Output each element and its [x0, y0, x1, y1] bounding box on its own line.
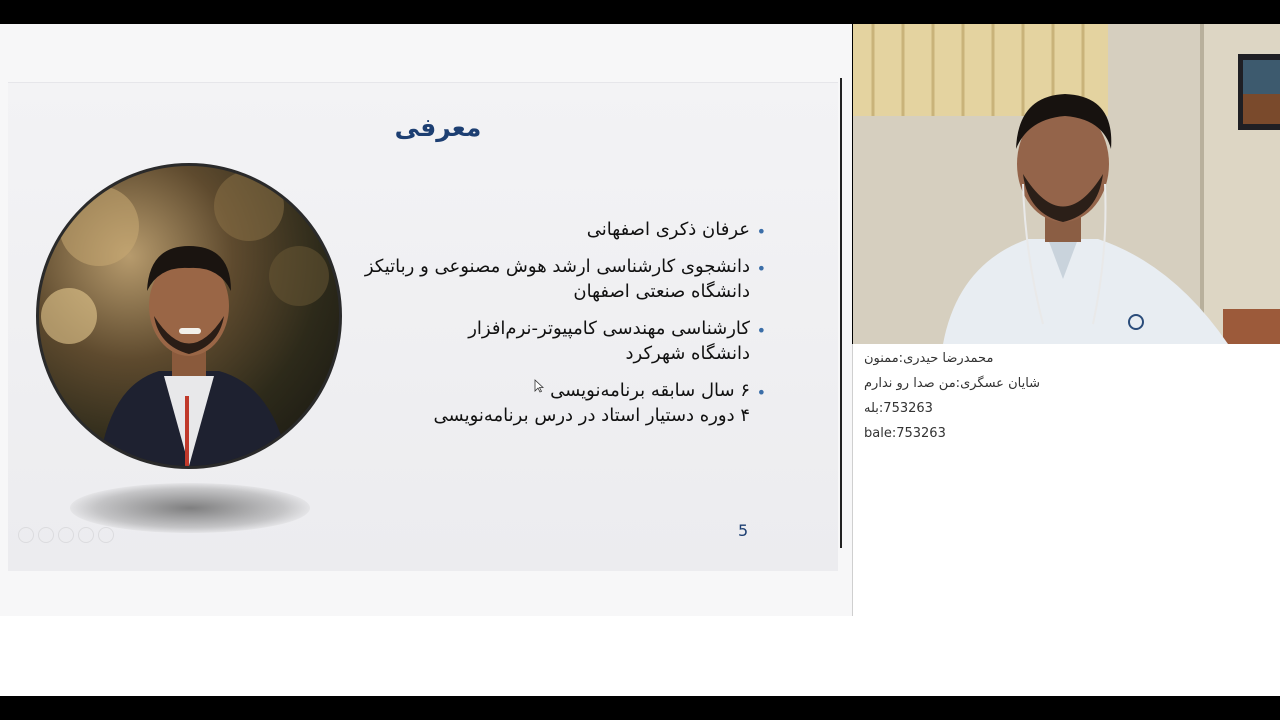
slide-edge-divider: [840, 78, 842, 548]
bullet-item: [294, 217, 766, 242]
chat-text: bale: [864, 426, 892, 441]
lower-blank-area: [0, 616, 1280, 696]
chat-text: بله: [864, 401, 879, 416]
bottom-letterbox-bar: [0, 696, 1280, 720]
webcam-video-feed: [853, 24, 1280, 344]
slide-page-number: 5: [738, 521, 749, 540]
chat-text: ممنون: [864, 351, 899, 366]
bullet-icon: •: [756, 222, 766, 241]
slide-navigation-controls: [18, 527, 114, 543]
slide-title: معرفی: [394, 113, 482, 142]
bullet-icon: •: [756, 321, 766, 340]
slide-menu-control-icon[interactable]: [58, 527, 74, 543]
chat-panel: [852, 344, 1280, 616]
bullet-item: [294, 254, 766, 304]
bullet-item: [294, 378, 766, 428]
bullet-line: دانشگاه شهرکرد: [625, 343, 750, 364]
photo-reflection-shadow: [70, 483, 310, 533]
bullet-line: کارشناسی مهندسی کامپیوتر-نرم‌افزار: [468, 318, 750, 339]
bullet-line: دانشگاه صنعتی اصفهان: [573, 281, 750, 302]
slide-prev-control-icon[interactable]: [18, 527, 34, 543]
chat-text: من صدا رو ندارم: [864, 376, 956, 391]
webcam-presenter-illustration: [853, 24, 1280, 344]
chat-message: محمدرضا حیدری : ممنون: [853, 350, 1280, 375]
chat-sender: شایان عسگری: [960, 376, 1041, 391]
chat-message: 753263 : bale: [853, 425, 1280, 450]
top-letterbox-bar: [0, 0, 1280, 24]
chat-message: 753263 : بله: [853, 400, 1280, 425]
bullet-item: [294, 316, 766, 366]
bullet-line: عرفان ذکری اصفهانی: [586, 219, 750, 240]
bullet-line: دانشجوی کارشناسی ارشد هوش مصنوعی و رباتیکز: [364, 256, 750, 277]
chat-message: شایان عسگری : من صدا رو ندارم: [853, 375, 1280, 400]
bullet-line: ۶ سال سابقه برنامه‌نویسی: [550, 380, 750, 401]
slide-viewer: [0, 24, 852, 616]
bullet-icon: •: [756, 383, 766, 402]
chat-sender: 753263: [883, 401, 933, 416]
chat-sender: محمدرضا حیدری: [903, 351, 994, 366]
slide-zoom-control-icon[interactable]: [78, 527, 94, 543]
chat-sender: 753263: [896, 426, 946, 441]
bullet-icon: •: [756, 259, 766, 278]
presentation-slide: [8, 82, 838, 571]
bullet-line: ۴ دوره دستیار استاد در درس برنامه‌نویسی: [433, 405, 750, 426]
slide-bullet-list: [294, 217, 766, 440]
chat-message-list: [853, 344, 1280, 450]
slide-pen-control-icon[interactable]: [38, 527, 54, 543]
slide-next-control-icon[interactable]: [98, 527, 114, 543]
mouse-cursor-icon: [534, 379, 544, 393]
